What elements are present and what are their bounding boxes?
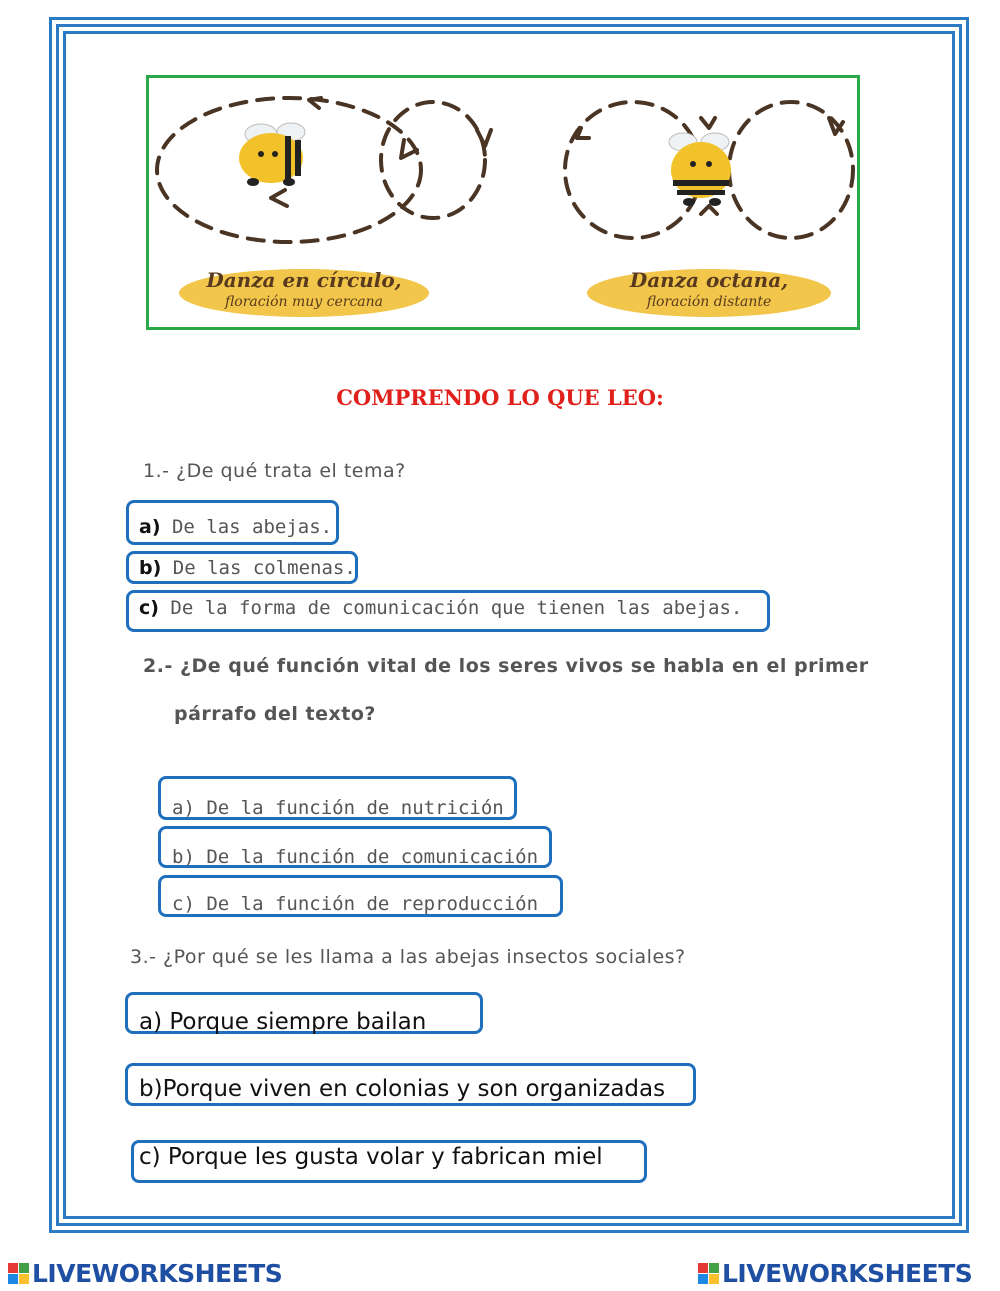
left-caption-title: Danza en círculo, — [206, 268, 402, 292]
brand-right-text: LIVEWORKSHEETS — [722, 1258, 973, 1288]
right-caption-title: Danza octana, — [629, 268, 789, 292]
q1-option-b-letter: b) — [139, 557, 162, 579]
q1-option-b[interactable] — [139, 557, 356, 579]
liveworksheets-logo-icon — [698, 1263, 719, 1284]
liveworksheets-logo-icon — [8, 1263, 29, 1284]
bee-left — [239, 123, 305, 186]
q1-option-c-text: De la forma de comunicación que tienen las abejas. — [170, 597, 743, 619]
q1-option-a[interactable] — [139, 516, 332, 538]
q1-option-b-text: De las colmenas. — [172, 557, 356, 579]
question-3: 3.- ¿Por qué se les llama a las abejas insectos sociales? — [130, 946, 686, 968]
left-caption-sub: floración muy cercana — [224, 294, 384, 310]
q2-option-c[interactable]: c) De la función de reproducción — [172, 893, 539, 915]
page-title: COMPRENDO LO QUE LEO: — [336, 385, 664, 410]
q3-option-c[interactable]: c) Porque les gusta volar y fabrican miel — [139, 1144, 603, 1170]
brand-right — [698, 1258, 972, 1288]
q3-option-b[interactable]: b)Porque viven en colonias y son organizadas — [139, 1076, 666, 1102]
right-caption-sub: floración distante — [646, 294, 772, 310]
bee-dance-illustration — [146, 75, 860, 330]
q1-option-a-letter: a) — [139, 516, 161, 538]
q1-option-c[interactable] — [139, 597, 742, 619]
brand-left — [8, 1258, 282, 1288]
q3-option-a[interactable]: a) Porque siempre bailan — [139, 1009, 427, 1035]
q2-option-a[interactable]: a) De la función de nutrición — [172, 797, 504, 819]
question-1: 1.- ¿De qué trata el tema? — [143, 460, 406, 482]
question-2-line2: párrafo del texto? — [174, 703, 376, 725]
q1-option-a-text: De las abejas. — [171, 516, 333, 538]
q2-option-b[interactable]: b) De la función de comunicación — [172, 846, 539, 868]
bee-right — [669, 133, 731, 206]
question-2-line1: 2.- ¿De qué función vital de los seres vivos se habla en el primer — [143, 655, 869, 677]
q1-option-c-letter: c) — [139, 597, 159, 619]
brand-left-text: LIVEWORKSHEETS — [32, 1258, 283, 1288]
